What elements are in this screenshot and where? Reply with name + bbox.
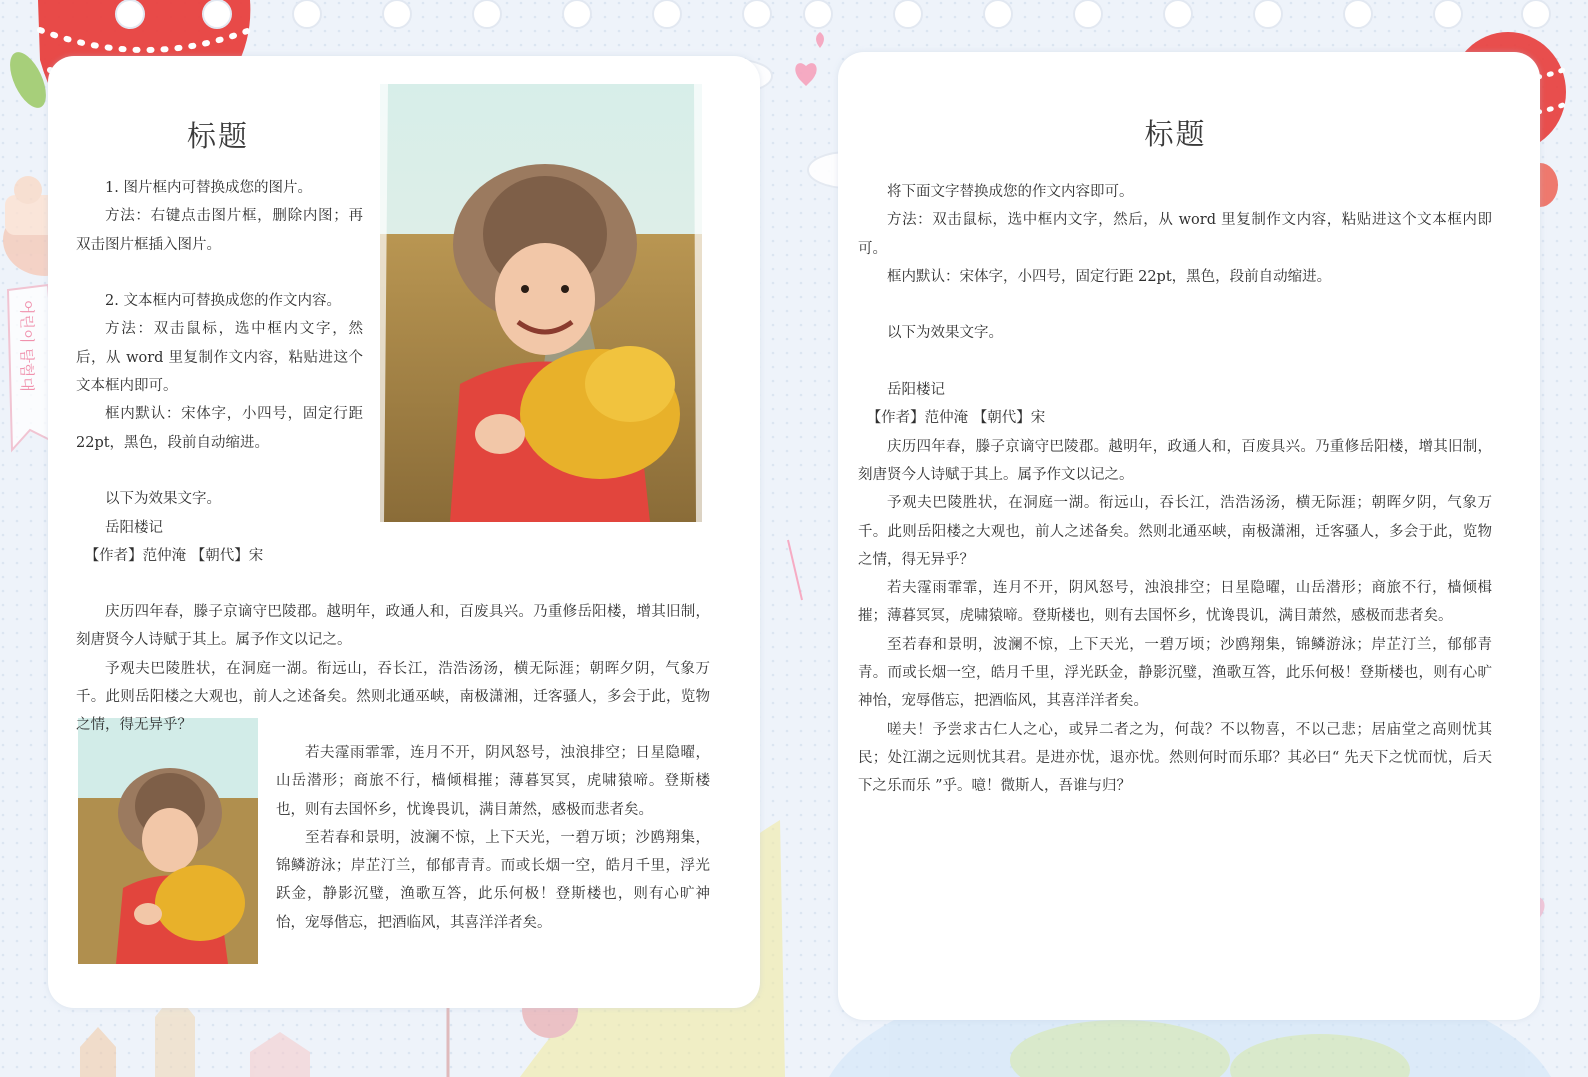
main-photo[interactable]: [380, 84, 702, 522]
paragraph: 以下为效果文字。: [887, 325, 1003, 342]
left-essay-text[interactable]: [76, 598, 710, 739]
blank-line: [858, 291, 1492, 319]
right-page-title: 标题: [1144, 117, 1207, 151]
paragraph: 岳阳楼记: [105, 519, 163, 536]
paragraph: 【作者】范仲淹 【朝代】宋: [866, 410, 1046, 427]
left-page-title: 标题: [186, 119, 249, 153]
paragraph: 框内默认：宋体字，小四号，固定行距 22pt，黑色，段前自动缩进。: [76, 406, 363, 451]
paragraph: 至若春和景明，波澜不惊，上下天光，一碧万顷；沙鸥翔集，锦鳞游泳；岸芷汀兰，郁郁青青。而或长烟一空，皓月千里，浮光跃金，静影沉璧，渔歌互答，此乐何极！登斯楼也，则有心旷神怡，宠辱偕忘，把酒临风，其喜洋洋者矣。: [858, 636, 1492, 710]
left-essay-text-continued[interactable]: [276, 739, 710, 937]
paragraph: 予观夫巴陵胜状，在洞庭一湖。衔远山，吞长江，浩浩汤汤，横无际涯；朝晖夕阴，气象万千。此则岳阳楼之大观也，前人之述备矣。然则北通巫峡，南极潇湘，迁客骚人，多会于此，览物之情，得无异乎？: [858, 495, 1492, 568]
paragraph: 若夫霪雨霏霏，连月不开，阴风怒号，浊浪排空；日星隐曜，山岳潜形；商旅不行，樯倾楫摧；薄暮冥冥，虎啸猿啼。登斯楼也，则有去国怀乡，忧谗畏讥，满目萧然，感极而悲者矣。: [276, 745, 710, 818]
banner-text: 어린이 탐험대: [18, 300, 36, 392]
blank-line: [76, 259, 363, 287]
child-with-flowers-small-photo: [78, 718, 258, 964]
paragraph: 1. 图片框内可替换成您的图片。: [105, 180, 312, 196]
child-with-flowers-photo: [380, 84, 702, 522]
paragraph: 方法：双击鼠标，选中框内文字，然后，从 word 里复制作文内容，粘贴进这个文本框内即可。: [76, 321, 363, 395]
paragraph: 方法：右键点击图片框，删除内图；再双击图片框插入图片。: [76, 208, 363, 253]
blank-line: [858, 348, 1492, 376]
paragraph: 将下面文字替换成您的作文内容即可。: [887, 184, 1134, 200]
paragraph: 若夫霪雨霏霏，连月不开，阴风怒号，浊浪排空；日星隐曜，山岳潜形；商旅不行，樯倾楫摧；薄暮冥冥，虎啸猿啼。登斯楼也，则有去国怀乡，忧谗畏讥，满目萧然，感极而悲者矣。: [858, 580, 1492, 625]
paragraph: 【作者】范仲淹 【朝代】宋: [84, 547, 264, 564]
paragraph: 庆历四年春，滕子京谪守巴陵郡。越明年，政通人和，百废具兴。乃重修岳阳楼，增其旧制，刻唐贤今人诗赋于其上。属予作文以记之。: [858, 438, 1492, 483]
blank-line: [76, 457, 363, 485]
right-page: [838, 52, 1540, 1020]
right-essay-text[interactable]: [858, 178, 1492, 801]
paragraph: 方法：双击鼠标，选中框内文字，然后，从 word 里复制作文内容，粘贴进这个文本框内即可。: [858, 212, 1492, 257]
paragraph: 2. 文本框内可替换成您的作文内容。: [105, 293, 341, 310]
left-page: [48, 56, 760, 1008]
paragraph: 庆历四年春，滕子京谪守巴陵郡。越明年，政通人和，百废具兴。乃重修岳阳楼，增其旧制，刻唐贤今人诗赋于其上。属予作文以记之。: [76, 604, 710, 649]
paragraph: 嗟夫！予尝求古仁人之心，或异二者之为，何哉？不以物喜，不以己悲；居庙堂之高则忧其民；处江湖之远则忧其君。是进亦忧，退亦忧。然则何时而乐耶？其必曰“ 先天下之忧而忧，后天下之乐而乐 ”乎。噫！微斯人，吾谁与归？: [858, 721, 1492, 795]
paragraph: 予观夫巴陵胜状，在洞庭一湖。衔远山，吞长江，浩浩汤汤，横无际涯；朝晖夕阴，气象万千。此则岳阳楼之大观也，前人之述备矣。然则北通巫峡，南极潇湘，迁客骚人，多会于此，览物之情，得无异乎？: [76, 660, 710, 734]
paragraph: 以下为效果文字。: [105, 491, 221, 508]
left-intro-text[interactable]: [76, 174, 363, 570]
paragraph: 框内默认：宋体字，小四号，固定行距 22pt，黑色，段前自动缩进。: [887, 268, 1332, 285]
paragraph: 至若春和景明，波澜不惊，上下天光，一碧万顷；沙鸥翔集，锦鳞游泳；岸芷汀兰，郁郁青青。而或长烟一空，皓月千里，浮光跃金，静影沉璧，渔歌互答，此乐何极！登斯楼也，则有心旷神怡，宠辱偕忘，把酒临风，其喜洋洋者矣。: [276, 829, 710, 931]
paragraph: 岳阳楼记: [887, 382, 945, 399]
secondary-photo[interactable]: [78, 718, 258, 964]
